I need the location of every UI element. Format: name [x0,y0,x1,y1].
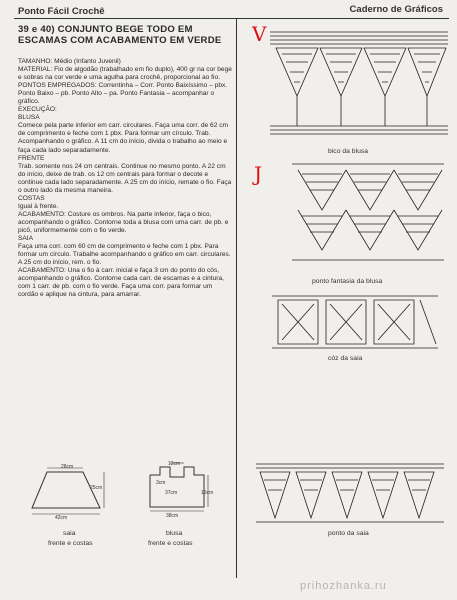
chart-bico-caption: bico da blusa [328,148,369,155]
saia-bottom-measure: 42cm [55,515,68,521]
article-body [18,58,234,299]
chart-coz-saia-caption: cóz da saia [328,355,363,362]
header-right-title: Caderno de Gráficos [349,4,443,15]
blusa-subcaption: frente e costas [148,540,193,547]
pontos-text: PONTOS EMPREGADOS: Correntinha – Corr. Ponto Baixíssimo – pbx. Ponto Baixo – pb. Ponto Alto – pa. Ponto Fantasia – acompanhar o gráfico. [18,82,228,106]
crochet-chart-ponto-saia [254,460,446,528]
blusa-side-right-measure: 15cm [201,490,214,496]
saia-text: Faça uma corr. com 60 cm de comprimento e feche com 1 pbx. Para formar um círculo. Trabalhe acompanhando o gráfico em carr. circulares. A 25 cm do início, rem. o fio. [18,243,231,267]
crochet-chart-bico [268,26,450,144]
blusa-mid-measure: 37cm [165,490,178,496]
watermark: prihozhanka.ru [300,580,387,592]
blusa-neck-measure: 12cm [168,461,181,467]
frente-heading: FRENTE [18,154,45,162]
material-text: MATERIAL: Fio de algodão (trabalhado em fio duplo), 400 gr na cor bege e sobras na cor verde e uma agulha para crochê, proporcional ao fio. [18,66,232,82]
saia-side-measure: 25cm [90,485,103,491]
blusa-caption: blusa [166,530,183,537]
costas-heading: COSTAS [18,194,45,202]
handwritten-mark-j: J [254,162,263,186]
saia-subcaption: frente e costas [48,540,93,547]
article-title: 39 e 40) CONJUNTO BEGE TODO EM ESCAMAS COM ACABAMENTO EM VERDE [18,24,222,46]
chart-ponto-saia-caption: ponto da saia [328,530,369,537]
saia-top-measure: 28cm [61,464,74,470]
header-rule [14,18,449,19]
saia-caption: saia [63,530,76,537]
header-left-title: Ponto Fácil Crochê [18,6,105,17]
costas-text: Igual à frente. [18,202,59,210]
handwritten-mark-v: V [252,22,267,46]
blusa-heading: BLUSA [18,114,40,122]
blusa-text: Comece pela parte inferior em carr. circulares. Faça uma corr. de 62 cm de comprimento e feche com 1 pbx. Para formar um círculo. Trab. Acompanhando o gráfico. A 11 cm do início, divida o trabalho ao meio e faça cada lado separadamente. [18,122,228,154]
blusa-bottom-measure: 38cm [166,513,179,519]
chart-ponto-fantasia-caption: ponto fantasia da blusa [312,278,383,285]
frente-text: Trab. somente nos 24 cm centrais. Continue no mesmo ponto. A 22 cm do início, deixe de trab. os 12 cm centrais para formar o decote e continue cada lado separadamente. A 25 cm do início, remate o fio. Faça o outro lado da mesma maneira. [18,162,232,194]
acabamento-saia-text: ACABAMENTO: Una o fio à carr. inicial e faça 3 cm do ponto do cós, acompanhando o gráfico. Contorne cada carr. de escamas e a cintura, com 1 carr. de pb. com o fio verde. Faça uma corr. para formar um cordão e aplique na cintura, para amarrar. [18,267,224,299]
tamanho-text: TAMANHO: Médio (Infanto Juvenil) [18,58,121,65]
execucao-heading: EXECUÇÃO: [18,106,57,114]
column-divider [236,18,237,578]
saia-schematic [20,460,112,540]
blusa-side-left-measure: 3cm [156,480,166,486]
saia-heading: SAIA [18,235,34,243]
acabamento-blusa-text: ACABAMENTO: Costure os ombros. Na parte inferior, faça o bico, acompanhando o gráfico. Contorne toda a blusa com uma carr. de pb. e picô, uniformemente com o fio verde. [18,210,229,234]
crochet-chart-ponto-fantasia [288,160,448,265]
crochet-chart-coz-saia [270,292,440,352]
